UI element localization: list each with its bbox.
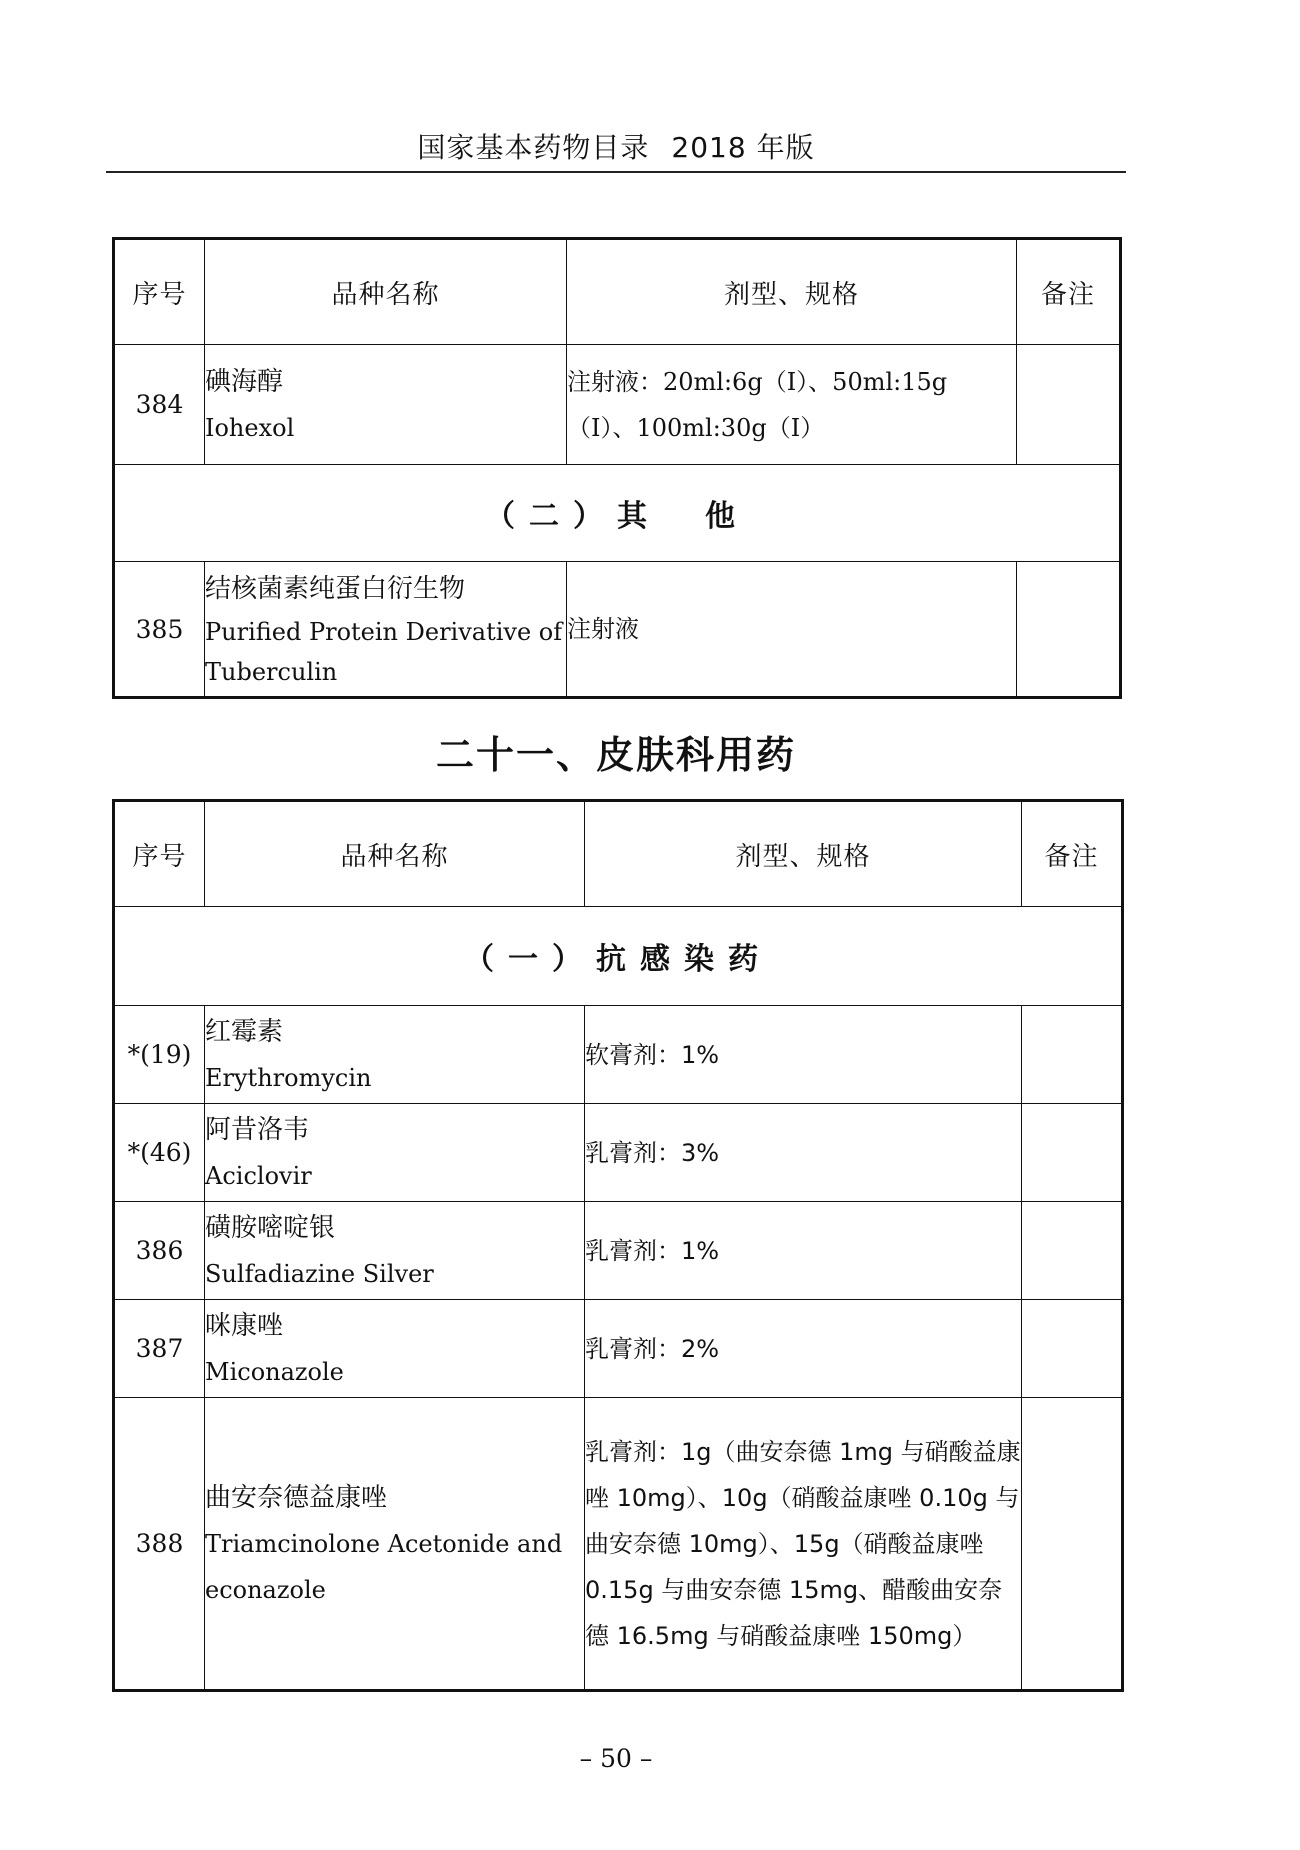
section-title: 二十一、皮肤科用药 <box>435 733 796 777</box>
spec-cell <box>585 1300 1022 1398</box>
subsection-title: （二）其 他 <box>114 465 1121 562</box>
spec-cell <box>567 562 1017 698</box>
spec-text: 乳膏剂：2% <box>585 1334 720 1363</box>
drug-name-cn: 红霉素 <box>205 1016 284 1047</box>
row-number: 388 <box>114 1398 205 1691</box>
drug-name-cell <box>205 1300 585 1398</box>
drug-name-cn: 结核菌素纯蛋白衍生物 <box>205 574 466 604</box>
spec-text: 软膏剂：1% <box>585 1040 720 1069</box>
drug-name-en: Aciclovir <box>205 1161 312 1190</box>
page-number: – 50 – <box>579 1744 653 1773</box>
table-row <box>114 1104 1123 1202</box>
spec-cell <box>585 1104 1022 1202</box>
row-number: *(19) <box>114 1006 205 1104</box>
spec-cell <box>585 1398 1022 1691</box>
row-number: 385 <box>114 562 205 698</box>
column-header-note: 备注 <box>1017 239 1121 345</box>
drug-name-en: Erythromycin <box>205 1063 372 1092</box>
drug-name-cn: 磺胺嘧啶银 <box>205 1212 336 1243</box>
row-number: 387 <box>114 1300 205 1398</box>
table-row <box>114 562 1121 698</box>
drug-name-cell <box>205 1006 585 1104</box>
column-header-no: 序号 <box>114 801 205 907</box>
table-row <box>114 1300 1123 1398</box>
running-header <box>106 126 1126 166</box>
note-cell <box>1022 1104 1123 1202</box>
note-cell <box>1022 1006 1123 1104</box>
row-number: *(46) <box>114 1104 205 1202</box>
column-header-note: 备注 <box>1022 801 1123 907</box>
row-number: 384 <box>114 345 205 465</box>
header-rule <box>106 171 1126 173</box>
header-edition: 2018 年版 <box>671 131 815 164</box>
table-header-row <box>114 801 1123 907</box>
drug-name-en: Sulfadiazine Silver <box>205 1259 434 1288</box>
table-row <box>114 345 1121 465</box>
table-row <box>114 1202 1123 1300</box>
spec-cell <box>585 1006 1022 1104</box>
table-header-row <box>114 239 1121 345</box>
column-header-spec: 剂型、规格 <box>585 801 1022 907</box>
subsection-title: （一）抗感染药 <box>114 907 1123 1006</box>
note-cell <box>1017 345 1121 465</box>
spec-text: 乳膏剂：1% <box>585 1236 720 1265</box>
spec-text: 乳膏剂：3% <box>585 1138 720 1167</box>
subsection-row <box>114 907 1123 1006</box>
drug-name-cell <box>205 1398 585 1691</box>
column-header-name: 品种名称 <box>205 801 585 907</box>
drug-table-2 <box>112 799 1124 1692</box>
drug-name-en: Triamcinolone Acetonide and econazole <box>205 1529 563 1604</box>
spec-text: 乳膏剂：1g（曲安奈德 1mg 与硝酸益康唑 10mg）、10g（硝酸益康唑 0.10g 与曲安奈德 10mg）、15g（硝酸益康唑 0.15g 与曲安奈德 15mg、醋酸曲安奈德 16.5mg 与硝酸益康唑 150mg） <box>585 1437 1021 1650</box>
note-cell <box>1022 1202 1123 1300</box>
note-cell <box>1017 562 1121 698</box>
drug-name-cn: 阿昔洛韦 <box>205 1114 310 1145</box>
drug-name-cn: 曲安奈德益康唑 <box>205 1482 388 1513</box>
drug-name-en: Purified Protein Derivative of Tuberculin <box>205 618 563 686</box>
note-cell <box>1022 1398 1123 1691</box>
drug-name-cell <box>205 562 567 698</box>
drug-name-cell <box>205 345 567 465</box>
spec-cell <box>585 1202 1022 1300</box>
table-row <box>114 1398 1123 1691</box>
subsection-row <box>114 465 1121 562</box>
drug-name-en: Miconazole <box>205 1357 344 1386</box>
column-header-name: 品种名称 <box>205 239 567 345</box>
spec-text: 注射液 <box>567 615 639 643</box>
header-title: 国家基本药物目录 <box>417 131 650 164</box>
drug-name-cell <box>205 1202 585 1300</box>
table-row <box>114 1006 1123 1104</box>
drug-name-cn: 咪康唑 <box>205 1310 284 1341</box>
row-number: 386 <box>114 1202 205 1300</box>
note-cell <box>1022 1300 1123 1398</box>
column-header-spec: 剂型、规格 <box>567 239 1017 345</box>
drug-name-en: Iohexol <box>205 413 295 442</box>
spec-cell: 注射液：20ml:6g（I）、50ml:15g（I）、100ml:30g（I） <box>567 345 1017 465</box>
drug-name-cell <box>205 1104 585 1202</box>
column-header-no: 序号 <box>114 239 205 345</box>
drug-name-cn: 碘海醇 <box>205 366 284 397</box>
drug-table-1 <box>112 237 1122 699</box>
